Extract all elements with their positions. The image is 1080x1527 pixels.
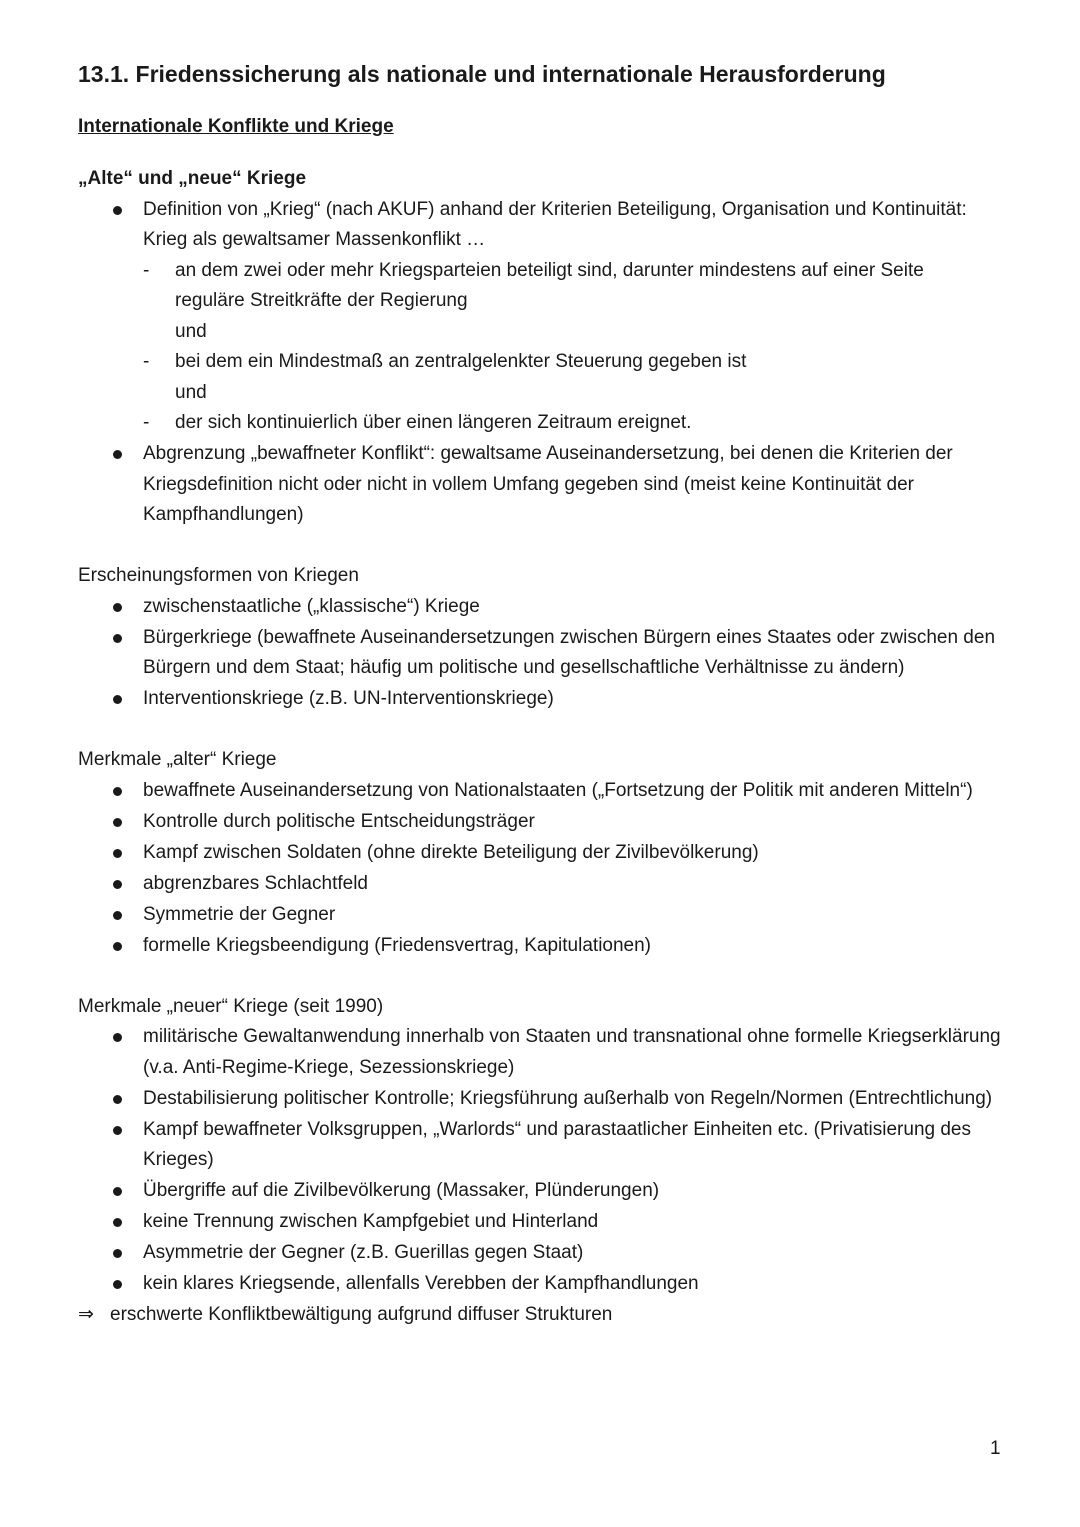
heading-neue: Merkmale „neuer“ Kriege (seit 1990) xyxy=(78,995,384,1017)
list-item: zwischenstaatliche („klassische“) Kriege xyxy=(78,592,1018,623)
bullet-icon xyxy=(113,911,122,920)
bullet-icon xyxy=(113,787,122,796)
bullet-icon xyxy=(113,1126,122,1135)
dash-list xyxy=(143,256,1018,317)
heading-alte: Merkmale „alter“ Kriege xyxy=(78,749,277,770)
conclusion: ⇒ erschwerte Konfliktbewältigung aufgrund diffuser Strukturen xyxy=(78,1300,1018,1331)
heading-alt-neu: „Alte“ und „neue“ Kriege xyxy=(78,168,307,189)
page-title: 13.1. Friedenssicherung als nationale und internationale Herausforderung xyxy=(78,61,886,87)
dash-item: - an dem zwei oder mehr Kriegsparteien beteiligt sind, darunter mindestens auf einer Seite reguläre Streitkräfte der Regierung xyxy=(143,259,924,311)
bullet-icon xyxy=(113,1280,122,1289)
list-item: Asymmetrie der Gegner (z.B. Guerillas gegen Staat) xyxy=(78,1238,1018,1269)
bullet-icon xyxy=(113,634,122,643)
heading-formen: Erscheinungsformen von Kriegen xyxy=(78,565,359,586)
bullet-icon xyxy=(113,942,122,951)
conjunction-und: und xyxy=(175,320,207,342)
list-item: Übergriffe auf die Zivilbevölkerung (Massaker, Plünderungen) xyxy=(78,1176,1018,1207)
list-item: keine Trennung zwischen Kampfgebiet und Hinterland xyxy=(78,1207,1018,1238)
bullet-icon xyxy=(113,1187,122,1196)
list-item: kein klares Kriegsende, allenfalls Verebben der Kampfhandlungen xyxy=(78,1269,1018,1300)
bullet-icon xyxy=(113,1095,122,1104)
dash-item: - bei dem ein Mindestmaß an zentralgelenkter Steuerung gegeben ist xyxy=(143,351,747,372)
bullet-icon xyxy=(113,818,122,827)
section-subtitle: Internationale Konflikte und Kriege xyxy=(78,116,394,137)
list-alte xyxy=(78,776,1018,962)
list-item: Symmetrie der Gegner xyxy=(78,900,1018,931)
document-page xyxy=(78,58,1018,1331)
bullet-icon xyxy=(113,450,122,459)
list-item: Kontrolle durch politische Entscheidungsträger xyxy=(78,807,1018,838)
bullet-icon xyxy=(113,880,122,889)
double-arrow-icon: ⇒ xyxy=(78,1304,94,1325)
list-neue xyxy=(78,1022,1018,1300)
bullet-icon xyxy=(113,1033,122,1042)
list-alt-neu xyxy=(78,195,1018,531)
page-number: 1 xyxy=(990,1438,1001,1459)
conjunction-und: und xyxy=(175,381,207,403)
list-item: formelle Kriegsbeendigung (Friedensvertrag, Kapitulationen) xyxy=(78,931,1018,962)
bullet-icon xyxy=(113,603,122,612)
bullet-icon xyxy=(113,849,122,858)
list-item: Kampf zwischen Soldaten (ohne direkte Beteiligung der Zivilbevölkerung) xyxy=(78,838,1018,869)
list-item: bewaffnete Auseinandersetzung von Nationalstaaten („Fortsetzung der Politik mit anderen Mitteln“) xyxy=(78,776,1018,807)
list-item: Interventionskriege (z.B. UN-Interventionskriege) xyxy=(78,684,1018,715)
dash-item: - der sich kontinuierlich über einen längeren Zeitraum ereignet. xyxy=(143,412,692,433)
list-item: Bürgerkriege (bewaffnete Auseinandersetzungen zwischen Bürgern eines Staates oder zwischen den Bürgern und dem Staat; häufig um politische und gesellschaftliche Verhältnisse zu ändern) xyxy=(78,623,1018,684)
list-item: abgrenzbares Schlachtfeld xyxy=(78,869,1018,900)
bullet-icon xyxy=(113,695,122,704)
list-formen xyxy=(78,592,1018,715)
bullet-icon xyxy=(113,1249,122,1258)
list-item: Destabilisierung politischer Kontrolle; Kriegsführung außerhalb von Regeln/Normen (Entrechtlichung) xyxy=(78,1084,1018,1115)
list-item: Definition von „Krieg“ (nach AKUF) anhand der Kriterien Beteiligung, Organisation und Kontinuität: Krieg als gewaltsamer Massenkonflikt … - an dem zwei oder mehr Kriegsparteien beteiligt sind, darunter mindestens auf einer Seite reguläre Streitkräfte der Regierung und - bei dem ein Mindestmaß an zentralgelenkter Steuerung gegeben ist und - der sich kontinuierlich über einen längeren Zeitraum ereignet. xyxy=(78,195,1018,439)
list-item: Kampf bewaffneter Volksgruppen, „Warlords“ und parastaatlicher Einheiten etc. (Privatisierung des Krieges) xyxy=(78,1115,1018,1176)
bullet-icon xyxy=(113,206,122,215)
bullet-icon xyxy=(113,1218,122,1227)
list-item: Abgrenzung „bewaffneter Konflikt“: gewaltsame Auseinandersetzung, bei denen die Kriterien der Kriegsdefinition nicht oder nicht in vollem Umfang gegeben sind (meist keine Kontinuität der Kampfhandlungen) xyxy=(78,439,1018,531)
list-item: militärische Gewaltanwendung innerhalb von Staaten und transnational ohne formelle Kriegserklärung (v.a. Anti-Regime-Kriege, Sezessionskriege) xyxy=(78,1022,1018,1083)
